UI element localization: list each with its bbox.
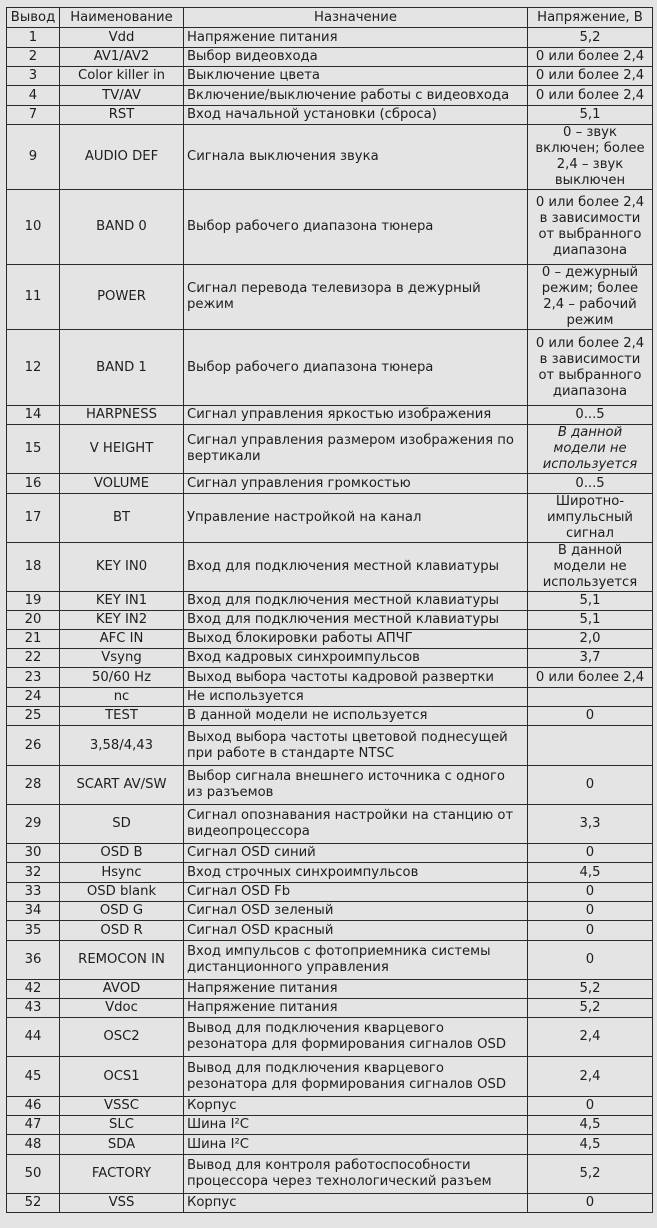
purpose-cell: Выход блокировки работы АПЧГ: [184, 630, 528, 649]
name-cell: SLC: [60, 1116, 184, 1135]
voltage-cell: 3,7: [528, 649, 653, 668]
pin-cell: 52: [7, 1194, 60, 1213]
voltage-cell: 0 или более 2,4 в зависимости от выбранного диапазона: [528, 330, 653, 406]
name-cell: OCS1: [60, 1057, 184, 1097]
voltage-cell: 2,4: [528, 1018, 653, 1057]
purpose-cell: Выключение цвета: [184, 67, 528, 86]
voltage-cell: 0 или более 2,4: [528, 86, 653, 106]
table-row: [7, 1135, 653, 1155]
pin-cell: 47: [7, 1116, 60, 1135]
table-row: [7, 543, 653, 592]
pin-cell: 11: [7, 265, 60, 330]
purpose-cell: Включение/выключение работы с видеовхода: [184, 86, 528, 106]
pin-cell: 34: [7, 902, 60, 921]
table-row: [7, 190, 653, 265]
name-cell: BAND 0: [60, 190, 184, 265]
pin-cell: 23: [7, 668, 60, 688]
voltage-cell: 0 или более 2,4 в зависимости от выбранного диапазона: [528, 190, 653, 265]
voltage-cell: Широтно-импульсный сигнал: [528, 494, 653, 543]
purpose-cell: Сигнал OSD синий: [184, 844, 528, 863]
pin-cell: 2: [7, 48, 60, 67]
table-row: [7, 474, 653, 494]
voltage-cell: 0: [528, 1194, 653, 1213]
voltage-cell: 2,4: [528, 1057, 653, 1097]
table-row: [7, 86, 653, 106]
table-row: [7, 688, 653, 707]
header-purpose: Назначение: [184, 8, 528, 28]
voltage-cell: 0 или более 2,4: [528, 48, 653, 67]
table-row: [7, 921, 653, 941]
table-row: [7, 330, 653, 406]
table-row: [7, 48, 653, 67]
purpose-cell: Выход выбора частоты цветовой поднесущей при работе в стандарте NTSC: [184, 726, 528, 766]
pin-cell: 14: [7, 406, 60, 425]
voltage-cell: 0 или более 2,4: [528, 668, 653, 688]
table-row: [7, 406, 653, 425]
pin-cell: 28: [7, 766, 60, 805]
table-row: [7, 125, 653, 190]
name-cell: AVOD: [60, 980, 184, 999]
name-cell: BAND 1: [60, 330, 184, 406]
purpose-cell: Вход строчных синхроимпульсов: [184, 863, 528, 883]
table-row: [7, 611, 653, 630]
table-row: [7, 1194, 653, 1213]
pin-cell: 4: [7, 86, 60, 106]
purpose-cell: Выбор видеовхода: [184, 48, 528, 67]
voltage-cell: 5,2: [528, 980, 653, 999]
purpose-cell: Вход кадровых синхроимпульсов: [184, 649, 528, 668]
purpose-cell: Сигнал управления размером изображения по вертикали: [184, 425, 528, 474]
purpose-cell: Шина I²C: [184, 1135, 528, 1155]
voltage-cell: 0: [528, 707, 653, 726]
purpose-cell: Выбор сигнала внешнего источника с одного из разъемов: [184, 766, 528, 805]
table-row: [7, 941, 653, 980]
table-row: [7, 1116, 653, 1135]
purpose-cell: Сигнала выключения звука: [184, 125, 528, 190]
purpose-cell: Напряжение питания: [184, 999, 528, 1018]
pin-cell: 26: [7, 726, 60, 766]
purpose-cell: Напряжение питания: [184, 28, 528, 48]
name-cell: VOLUME: [60, 474, 184, 494]
pin-cell: 46: [7, 1097, 60, 1116]
table-row: [7, 1018, 653, 1057]
voltage-cell: 0: [528, 883, 653, 902]
pin-cell: 7: [7, 106, 60, 125]
table-row: [7, 106, 653, 125]
voltage-cell: 5,2: [528, 1155, 653, 1194]
purpose-cell: Вход начальной установки (сброса): [184, 106, 528, 125]
table-row: [7, 1097, 653, 1116]
purpose-cell: Сигнал перевода телевизора в дежурный режим: [184, 265, 528, 330]
name-cell: OSD B: [60, 844, 184, 863]
purpose-cell: Выход выбора частоты кадровой развертки: [184, 668, 528, 688]
name-cell: nc: [60, 688, 184, 707]
voltage-cell: 5,2: [528, 28, 653, 48]
voltage-cell: 5,1: [528, 592, 653, 611]
name-cell: Vdd: [60, 28, 184, 48]
purpose-cell: Вывод для подключения кварцевого резонатора для формирования сигналов OSD: [184, 1057, 528, 1097]
name-cell: Hsync: [60, 863, 184, 883]
pin-cell: 10: [7, 190, 60, 265]
purpose-cell: Сигнал опознавания настройки на станцию от видеопроцессора: [184, 805, 528, 844]
pin-cell: 20: [7, 611, 60, 630]
voltage-cell: 5,1: [528, 106, 653, 125]
voltage-cell: 5,2: [528, 999, 653, 1018]
name-cell: REMOCON IN: [60, 941, 184, 980]
pin-cell: 36: [7, 941, 60, 980]
purpose-cell: Вход для подключения местной клавиатуры: [184, 611, 528, 630]
name-cell: Color killer in: [60, 67, 184, 86]
name-cell: OSC2: [60, 1018, 184, 1057]
voltage-cell: 2,0: [528, 630, 653, 649]
name-cell: OSD R: [60, 921, 184, 941]
voltage-cell: 0: [528, 766, 653, 805]
purpose-cell: Вывод для контроля работоспособности процессора через технологический разъем: [184, 1155, 528, 1194]
name-cell: Vsyng: [60, 649, 184, 668]
pin-cell: 32: [7, 863, 60, 883]
table-row: [7, 883, 653, 902]
table-row: [7, 766, 653, 805]
voltage-cell: 4,5: [528, 1135, 653, 1155]
pin-cell: 24: [7, 688, 60, 707]
purpose-cell: Шина I²C: [184, 1116, 528, 1135]
pin-cell: 29: [7, 805, 60, 844]
pin-cell: 50: [7, 1155, 60, 1194]
purpose-cell: Вывод для подключения кварцевого резонатора для формирования сигналов OSD: [184, 1018, 528, 1057]
name-cell: RST: [60, 106, 184, 125]
voltage-cell: 4,5: [528, 1116, 653, 1135]
voltage-cell: 0...5: [528, 406, 653, 425]
voltage-cell: 3,3: [528, 805, 653, 844]
purpose-cell: Вход импульсов с фотоприемника системы дистанционного управления: [184, 941, 528, 980]
voltage-cell: [528, 688, 653, 707]
table-row: [7, 630, 653, 649]
name-cell: VSS: [60, 1194, 184, 1213]
voltage-cell: 0: [528, 1097, 653, 1116]
pin-cell: 25: [7, 707, 60, 726]
table-row: [7, 707, 653, 726]
purpose-cell: Сигнал OSD зеленый: [184, 902, 528, 921]
name-cell: 50/60 Hz: [60, 668, 184, 688]
header-pin: Вывод: [7, 8, 60, 28]
voltage-cell: 0 – дежурный режим; более 2,4 – рабочий режим: [528, 265, 653, 330]
name-cell: KEY IN1: [60, 592, 184, 611]
purpose-cell: Управление настройкой на канал: [184, 494, 528, 543]
table-row: [7, 265, 653, 330]
voltage-cell: 0...5: [528, 474, 653, 494]
purpose-cell: Сигнал управления яркостью изображения: [184, 406, 528, 425]
table-row: [7, 805, 653, 844]
pin-table: [6, 7, 653, 1213]
pin-cell: 33: [7, 883, 60, 902]
name-cell: SDA: [60, 1135, 184, 1155]
table-row: [7, 425, 653, 474]
table-row: [7, 1057, 653, 1097]
name-cell: TEST: [60, 707, 184, 726]
voltage-cell: 0: [528, 902, 653, 921]
table-row: [7, 863, 653, 883]
voltage-cell: 0: [528, 921, 653, 941]
pin-cell: 44: [7, 1018, 60, 1057]
pin-cell: 21: [7, 630, 60, 649]
name-cell: AUDIO DEF: [60, 125, 184, 190]
pin-cell: 15: [7, 425, 60, 474]
table-row: [7, 726, 653, 766]
purpose-cell: Выбор рабочего диапазона тюнера: [184, 190, 528, 265]
name-cell: KEY IN2: [60, 611, 184, 630]
purpose-cell: Вход для подключения местной клавиатуры: [184, 592, 528, 611]
header-name: Наименование: [60, 8, 184, 28]
purpose-cell: Сигнал OSD Fb: [184, 883, 528, 902]
pin-cell: 18: [7, 543, 60, 592]
pin-cell: 3: [7, 67, 60, 86]
purpose-cell: В данной модели не используется: [184, 707, 528, 726]
name-cell: SCART AV/SW: [60, 766, 184, 805]
name-cell: FACTORY: [60, 1155, 184, 1194]
name-cell: HARPNESS: [60, 406, 184, 425]
pin-cell: 48: [7, 1135, 60, 1155]
pin-cell: 16: [7, 474, 60, 494]
table-row: [7, 28, 653, 48]
voltage-cell: В данной модели не используется: [528, 543, 653, 592]
table-row: [7, 494, 653, 543]
pin-cell: 19: [7, 592, 60, 611]
pin-cell: 42: [7, 980, 60, 999]
voltage-cell: 0: [528, 844, 653, 863]
header-voltage: Напряжение, В: [528, 8, 653, 28]
pin-cell: 12: [7, 330, 60, 406]
name-cell: OSD G: [60, 902, 184, 921]
table-row: [7, 592, 653, 611]
purpose-cell: Сигнал OSD красный: [184, 921, 528, 941]
name-cell: TV/AV: [60, 86, 184, 106]
voltage-cell: 0 или более 2,4: [528, 67, 653, 86]
pin-cell: 9: [7, 125, 60, 190]
purpose-cell: Сигнал управления громкостью: [184, 474, 528, 494]
table-row: [7, 1155, 653, 1194]
purpose-cell: Вход для подключения местной клавиатуры: [184, 543, 528, 592]
purpose-cell: Корпус: [184, 1194, 528, 1213]
voltage-cell: В данной модели не используется: [528, 425, 653, 474]
table-row: [7, 844, 653, 863]
name-cell: OSD blank: [60, 883, 184, 902]
table-row: [7, 67, 653, 86]
name-cell: BT: [60, 494, 184, 543]
purpose-cell: Напряжение питания: [184, 980, 528, 999]
table-row: [7, 999, 653, 1018]
name-cell: KEY IN0: [60, 543, 184, 592]
pin-cell: 30: [7, 844, 60, 863]
purpose-cell: Не используется: [184, 688, 528, 707]
name-cell: 3,58/4,43: [60, 726, 184, 766]
pin-cell: 1: [7, 28, 60, 48]
table-header-row: [7, 8, 653, 28]
table-row: [7, 649, 653, 668]
name-cell: POWER: [60, 265, 184, 330]
pin-cell: 43: [7, 999, 60, 1018]
voltage-cell: 0: [528, 941, 653, 980]
pin-cell: 22: [7, 649, 60, 668]
table-row: [7, 980, 653, 999]
name-cell: VSSC: [60, 1097, 184, 1116]
name-cell: AFC IN: [60, 630, 184, 649]
pin-cell: 35: [7, 921, 60, 941]
name-cell: AV1/AV2: [60, 48, 184, 67]
table-row: [7, 668, 653, 688]
name-cell: SD: [60, 805, 184, 844]
voltage-cell: [528, 726, 653, 766]
name-cell: Vdoc: [60, 999, 184, 1018]
name-cell: V HEIGHT: [60, 425, 184, 474]
pin-cell: 45: [7, 1057, 60, 1097]
voltage-cell: 5,1: [528, 611, 653, 630]
purpose-cell: Выбор рабочего диапазона тюнера: [184, 330, 528, 406]
table-row: [7, 902, 653, 921]
purpose-cell: Корпус: [184, 1097, 528, 1116]
voltage-cell: 0 – звук включен; более 2,4 – звук выключен: [528, 125, 653, 190]
pin-cell: 17: [7, 494, 60, 543]
voltage-cell: 4,5: [528, 863, 653, 883]
